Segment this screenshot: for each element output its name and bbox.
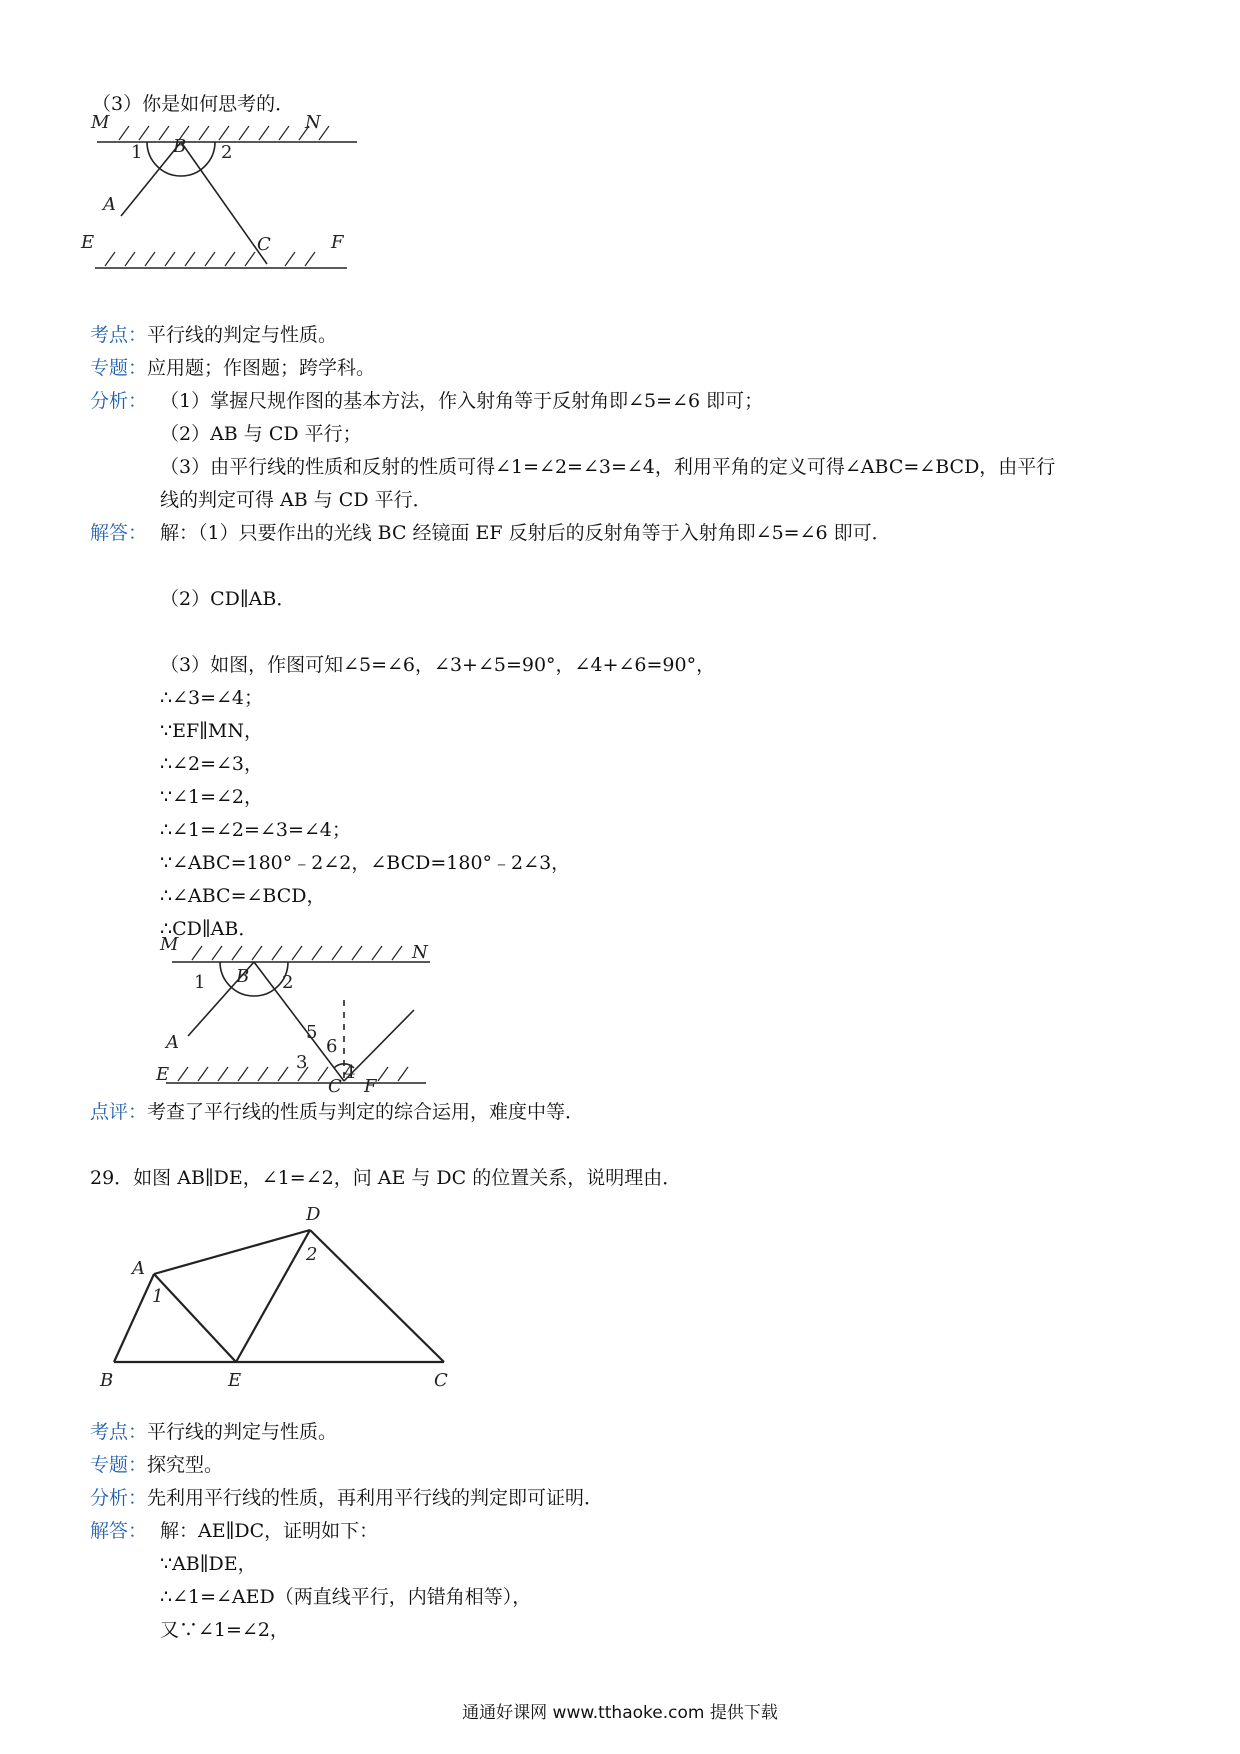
zhuanti-row	[90, 1453, 223, 1477]
zhuanti-label: 专题：	[90, 1454, 148, 1476]
kaodian-label: 考点：	[90, 324, 148, 346]
fenxi-label: 分析：	[90, 390, 148, 412]
label-C: C	[328, 1076, 342, 1097]
label-E: E	[228, 1370, 242, 1391]
label-B: B	[236, 966, 250, 987]
angle-label-1: 1	[194, 972, 206, 993]
jieda-line: ∴∠3=∠4；	[160, 687, 264, 709]
mirror-solution-diagram	[156, 934, 458, 1100]
fenxi-line: （3）由平行线的性质和反射的性质可得∠1=∠2=∠3=∠4，利用平角的定义可得∠ABC=∠BCD，由平行	[160, 456, 1056, 478]
jieda-label-row	[90, 521, 147, 545]
zhuanti-row	[90, 356, 375, 380]
dianping-row	[90, 1100, 584, 1124]
jieda-line: ∴∠1=∠2=∠3=∠4；	[160, 819, 351, 841]
footer-credit: 通通好课网 www.tthaoke.com 提供下载	[462, 1703, 778, 1723]
label-B: B	[173, 136, 187, 157]
angle-label-2: 2	[282, 972, 294, 993]
fenxi-row	[90, 1486, 603, 1510]
fenxi-line: 线的判定可得 AB 与 CD 平行．	[160, 489, 432, 511]
angle-label-2: 2	[306, 1244, 318, 1265]
label-B: B	[100, 1370, 114, 1391]
label-A: A	[166, 1032, 179, 1053]
angle-label-1: 1	[152, 1286, 164, 1307]
fenxi-line: （1）掌握尺规作图的基本方法，作入射角等于反射角即∠5=∠6 即可；	[160, 390, 764, 412]
label-F: F	[331, 232, 344, 253]
jieda-line: ∴∠ABC=∠BCD，	[160, 885, 326, 907]
jieda-label: 解答：	[90, 522, 148, 544]
label-F: F	[364, 1076, 377, 1097]
jieda-label-row	[90, 1519, 147, 1543]
mirror-diagram	[81, 112, 375, 288]
jieda-line: ∵∠1=∠2，	[160, 786, 264, 808]
jieda-line: ∴CD∥AB．	[160, 918, 258, 940]
jieda-line: ∴∠2=∠3，	[160, 753, 264, 775]
fenxi-label-row	[90, 389, 147, 413]
jieda-line: 又∵∠1=∠2，	[160, 1619, 289, 1641]
kaodian-row	[90, 1420, 337, 1444]
jieda-line: ∵AB∥DE，	[160, 1553, 257, 1575]
jieda-line: 解：（1）只要作出的光线 BC 经镜面 EF 反射后的反射角等于入射角即∠5=∠6 即可．	[160, 522, 891, 544]
jieda-line: ∵EF∥MN，	[160, 720, 263, 742]
label-M: M	[160, 934, 179, 955]
kaodian-text: 平行线的判定与性质。	[147, 324, 338, 346]
label-A: A	[132, 1258, 145, 1279]
fenxi-line: （2）AB 与 CD 平行；	[160, 423, 362, 445]
problem-29-question: 29．如图 AB∥DE，∠1=∠2，问 AE 与 DC 的位置关系，说明理由．	[90, 1167, 682, 1189]
quadrilateral-diagram	[92, 1198, 472, 1398]
jieda-line: ∴∠1=∠AED（两直线平行，内错角相等），	[160, 1586, 532, 1608]
zhuanti-text: 探究型。	[147, 1454, 224, 1476]
label-A: A	[103, 194, 116, 215]
kaodian-label: 考点：	[90, 1421, 148, 1443]
angle-label-2: 2	[221, 142, 233, 163]
fenxi-label: 分析：	[90, 1487, 148, 1509]
label-E: E	[156, 1064, 170, 1085]
question-text: （3）你是如何思考的．	[92, 93, 295, 115]
label-E: E	[81, 232, 95, 253]
angle-label-3: 3	[296, 1052, 308, 1073]
label-C: C	[257, 234, 271, 255]
kaodian-text: 平行线的判定与性质。	[147, 1421, 338, 1443]
dianping-label: 点评：	[90, 1101, 148, 1123]
label-C: C	[434, 1370, 448, 1391]
jieda-line: ∵∠ABC=180°﹣2∠2，∠BCD=180°﹣2∠3，	[160, 852, 571, 874]
kaodian-row	[90, 323, 337, 347]
label-M: M	[91, 112, 110, 133]
dianping-text: 考查了平行线的性质与判定的综合运用，难度中等．	[147, 1101, 585, 1123]
jieda-line: 解：AE∥DC，证明如下：	[160, 1520, 379, 1542]
label-N: N	[305, 112, 321, 133]
fenxi-text: 先利用平行线的性质，再利用平行线的判定即可证明．	[147, 1487, 604, 1509]
zhuanti-text: 应用题；作图题；跨学科。	[147, 357, 376, 379]
jieda-label: 解答：	[90, 1520, 148, 1542]
label-N: N	[412, 942, 428, 963]
angle-label-4: 4	[344, 1062, 356, 1083]
zhuanti-label: 专题：	[90, 357, 148, 379]
angle-label-1: 1	[131, 142, 143, 163]
jieda-line: （3）如图，作图可知∠5=∠6，∠3+∠5=90°，∠4+∠6=90°，	[160, 654, 716, 676]
angle-label-5: 5	[306, 1022, 318, 1043]
label-D: D	[306, 1204, 321, 1225]
jieda-line: （2）CD∥AB．	[160, 588, 296, 610]
angle-label-6: 6	[326, 1036, 338, 1057]
